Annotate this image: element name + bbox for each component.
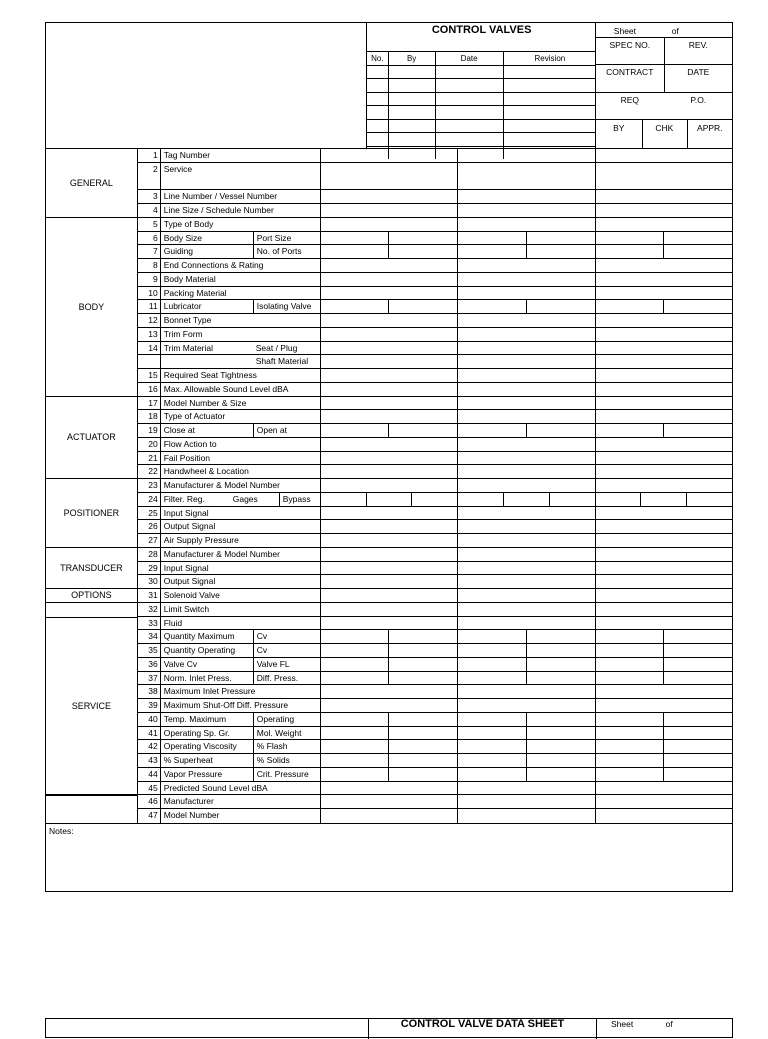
control-valves-data-sheet [45,22,733,892]
row-body-material[interactable]: 9 Body Material [138,273,732,287]
by-label: BY [613,123,625,133]
row-quantity-operating[interactable]: 35 Quantity Operating Cv [138,644,732,658]
row-positioner-output-signal[interactable]: 26 Output Signal [138,520,732,534]
section-actuator: ACTUATOR [46,397,137,480]
row-positioner-manufacturer[interactable]: 23 Manufacturer & Model Number [138,479,732,493]
sheet-header [46,23,732,149]
revision-row[interactable] [367,133,596,147]
row-flow-action[interactable]: 20 Flow Action to [138,438,732,452]
row-transducer-output-signal[interactable]: 30 Output Signal [138,575,732,589]
rev-col-date: Date [435,52,503,66]
row-filter-reg[interactable]: 24 Filter. Reg. Gages Bypass [138,493,732,507]
row-valve-cv[interactable]: 36 Valve Cv Valve FL [138,658,732,672]
row-solenoid-valve[interactable]: 31 Solenoid Valve [138,589,732,603]
notes-label: Notes: [49,825,74,836]
row-max-shutoff-pressure[interactable]: 39 Maximum Shut-Off Diff. Pressure [138,699,732,713]
section-service: SERVICE [46,617,137,796]
row-body-size[interactable]: 6 Body Size Port Size [138,232,732,246]
spec-no-label: SPEC NO. [609,40,651,50]
section-transducer: TRANSDUCER [46,548,137,589]
notes-area[interactable] [46,823,732,891]
row-tag-number[interactable]: 1 Tag Number [138,149,732,163]
row-operating-viscosity[interactable]: 42 Operating Viscosity % Flash [138,740,732,754]
section-manufacturer [46,795,137,823]
row-air-supply-pressure[interactable]: 27 Air Supply Pressure [138,534,732,548]
row-operating-sp-gr[interactable]: 41 Operating Sp. Gr. Mol. Weight [138,727,732,741]
section-options: OPTIONS [46,589,137,603]
row-seat-tightness[interactable]: 15 Required Seat Tightness [138,369,732,383]
req-label: REQ [620,95,639,105]
chk-label: CHK [655,123,674,133]
row-end-connections[interactable]: 8 End Connections & Rating [138,259,732,273]
second-sheet-title: CONTROL VALVE DATA SHEET [368,1019,597,1039]
of-label: of [671,26,679,36]
row-trim-form[interactable]: 13 Trim Form [138,328,732,342]
header-blank-area[interactable] [46,23,367,148]
row-vapor-pressure[interactable]: 44 Vapor Pressure Crit. Pressure [138,768,732,782]
revision-row[interactable] [367,79,596,93]
revision-row[interactable] [367,119,596,133]
row-transducer-manufacturer[interactable]: 28 Manufacturer & Model Number [138,548,732,562]
rev-col-no: No. [367,52,388,66]
row-max-sound-level[interactable]: 16 Max. Allowable Sound Level dBA [138,383,732,397]
revision-table [367,51,596,159]
po-label: P.O. [690,95,707,105]
section-general: GENERAL [46,149,137,218]
row-model-number[interactable]: 47 Model Number [138,809,732,823]
date-label: DATE [687,67,710,77]
row-fluid[interactable]: 33 Fluid [138,617,732,631]
row-type-of-actuator[interactable]: 18 Type of Actuator [138,410,732,424]
row-line-size[interactable]: 4 Line Size / Schedule Number [138,204,732,218]
row-max-inlet-pressure[interactable]: 38 Maximum Inlet Pressure [138,685,732,699]
row-service[interactable]: 2 Service [138,163,732,191]
second-data-sheet [45,1018,733,1038]
row-temp-maximum[interactable]: 40 Temp. Maximum Operating [138,713,732,727]
second-sheet-info [611,1019,673,1029]
row-norm-inlet-press[interactable]: 37 Norm. Inlet Press. Diff. Press. [138,672,732,686]
row-positioner-input-signal[interactable]: 25 Input Signal [138,507,732,521]
rev-label: REV. [688,40,708,50]
row-model-number-size[interactable]: 17 Model Number & Size [138,397,732,411]
page-title: CONTROL VALVES [431,24,532,36]
row-fail-position[interactable]: 21 Fail Position [138,452,732,466]
appr-label: APPR. [697,123,723,133]
row-close-at[interactable]: 19 Close at Open at [138,424,732,438]
revision-row[interactable] [367,92,596,106]
section-body: BODY [46,218,137,397]
spec-grid [46,149,732,823]
row-shaft-material[interactable]: Shaft Material [138,355,732,369]
rev-col-revision: Revision [503,52,596,66]
section-options-blank [46,603,137,617]
row-packing-material[interactable]: 10 Packing Material [138,287,732,301]
rev-col-by: By [388,52,435,66]
sheet-label: Sheet [613,26,637,36]
document-info-block [596,23,732,148]
row-type-of-body[interactable]: 5 Type of Body [138,218,732,232]
section-positioner: POSITIONER [46,479,137,548]
row-predicted-sound-level[interactable]: 45 Predicted Sound Level dBA [138,782,732,796]
row-handwheel[interactable]: 22 Handwheel & Location [138,465,732,479]
spec-rows [138,149,732,823]
section-column [46,149,138,823]
revision-row[interactable] [367,146,596,159]
row-transducer-input-signal[interactable]: 29 Input Signal [138,562,732,576]
row-trim-material[interactable]: 14 Trim Material Seat / Plug [138,342,732,356]
second-sheet-label: Sheet [611,1019,634,1029]
revision-row[interactable] [367,65,596,79]
row-quantity-maximum[interactable]: 34 Quantity Maximum Cv [138,630,732,644]
row-manufacturer[interactable]: 46 Manufacturer [138,795,732,809]
row-limit-switch[interactable]: 32 Limit Switch [138,603,732,617]
row-superheat[interactable]: 43 % Superheat % Solids [138,754,732,768]
contract-label: CONTRACT [606,67,654,77]
row-line-number[interactable]: 3 Line Number / Vessel Number [138,190,732,204]
row-lubricator[interactable]: 11 Lubricator Isolating Valve [138,300,732,314]
revision-block [367,23,596,148]
revision-row[interactable] [367,106,596,120]
row-bonnet-type[interactable]: 12 Bonnet Type [138,314,732,328]
row-guiding[interactable]: 7 Guiding No. of Ports [138,245,732,259]
second-of-label: of [665,1019,673,1029]
